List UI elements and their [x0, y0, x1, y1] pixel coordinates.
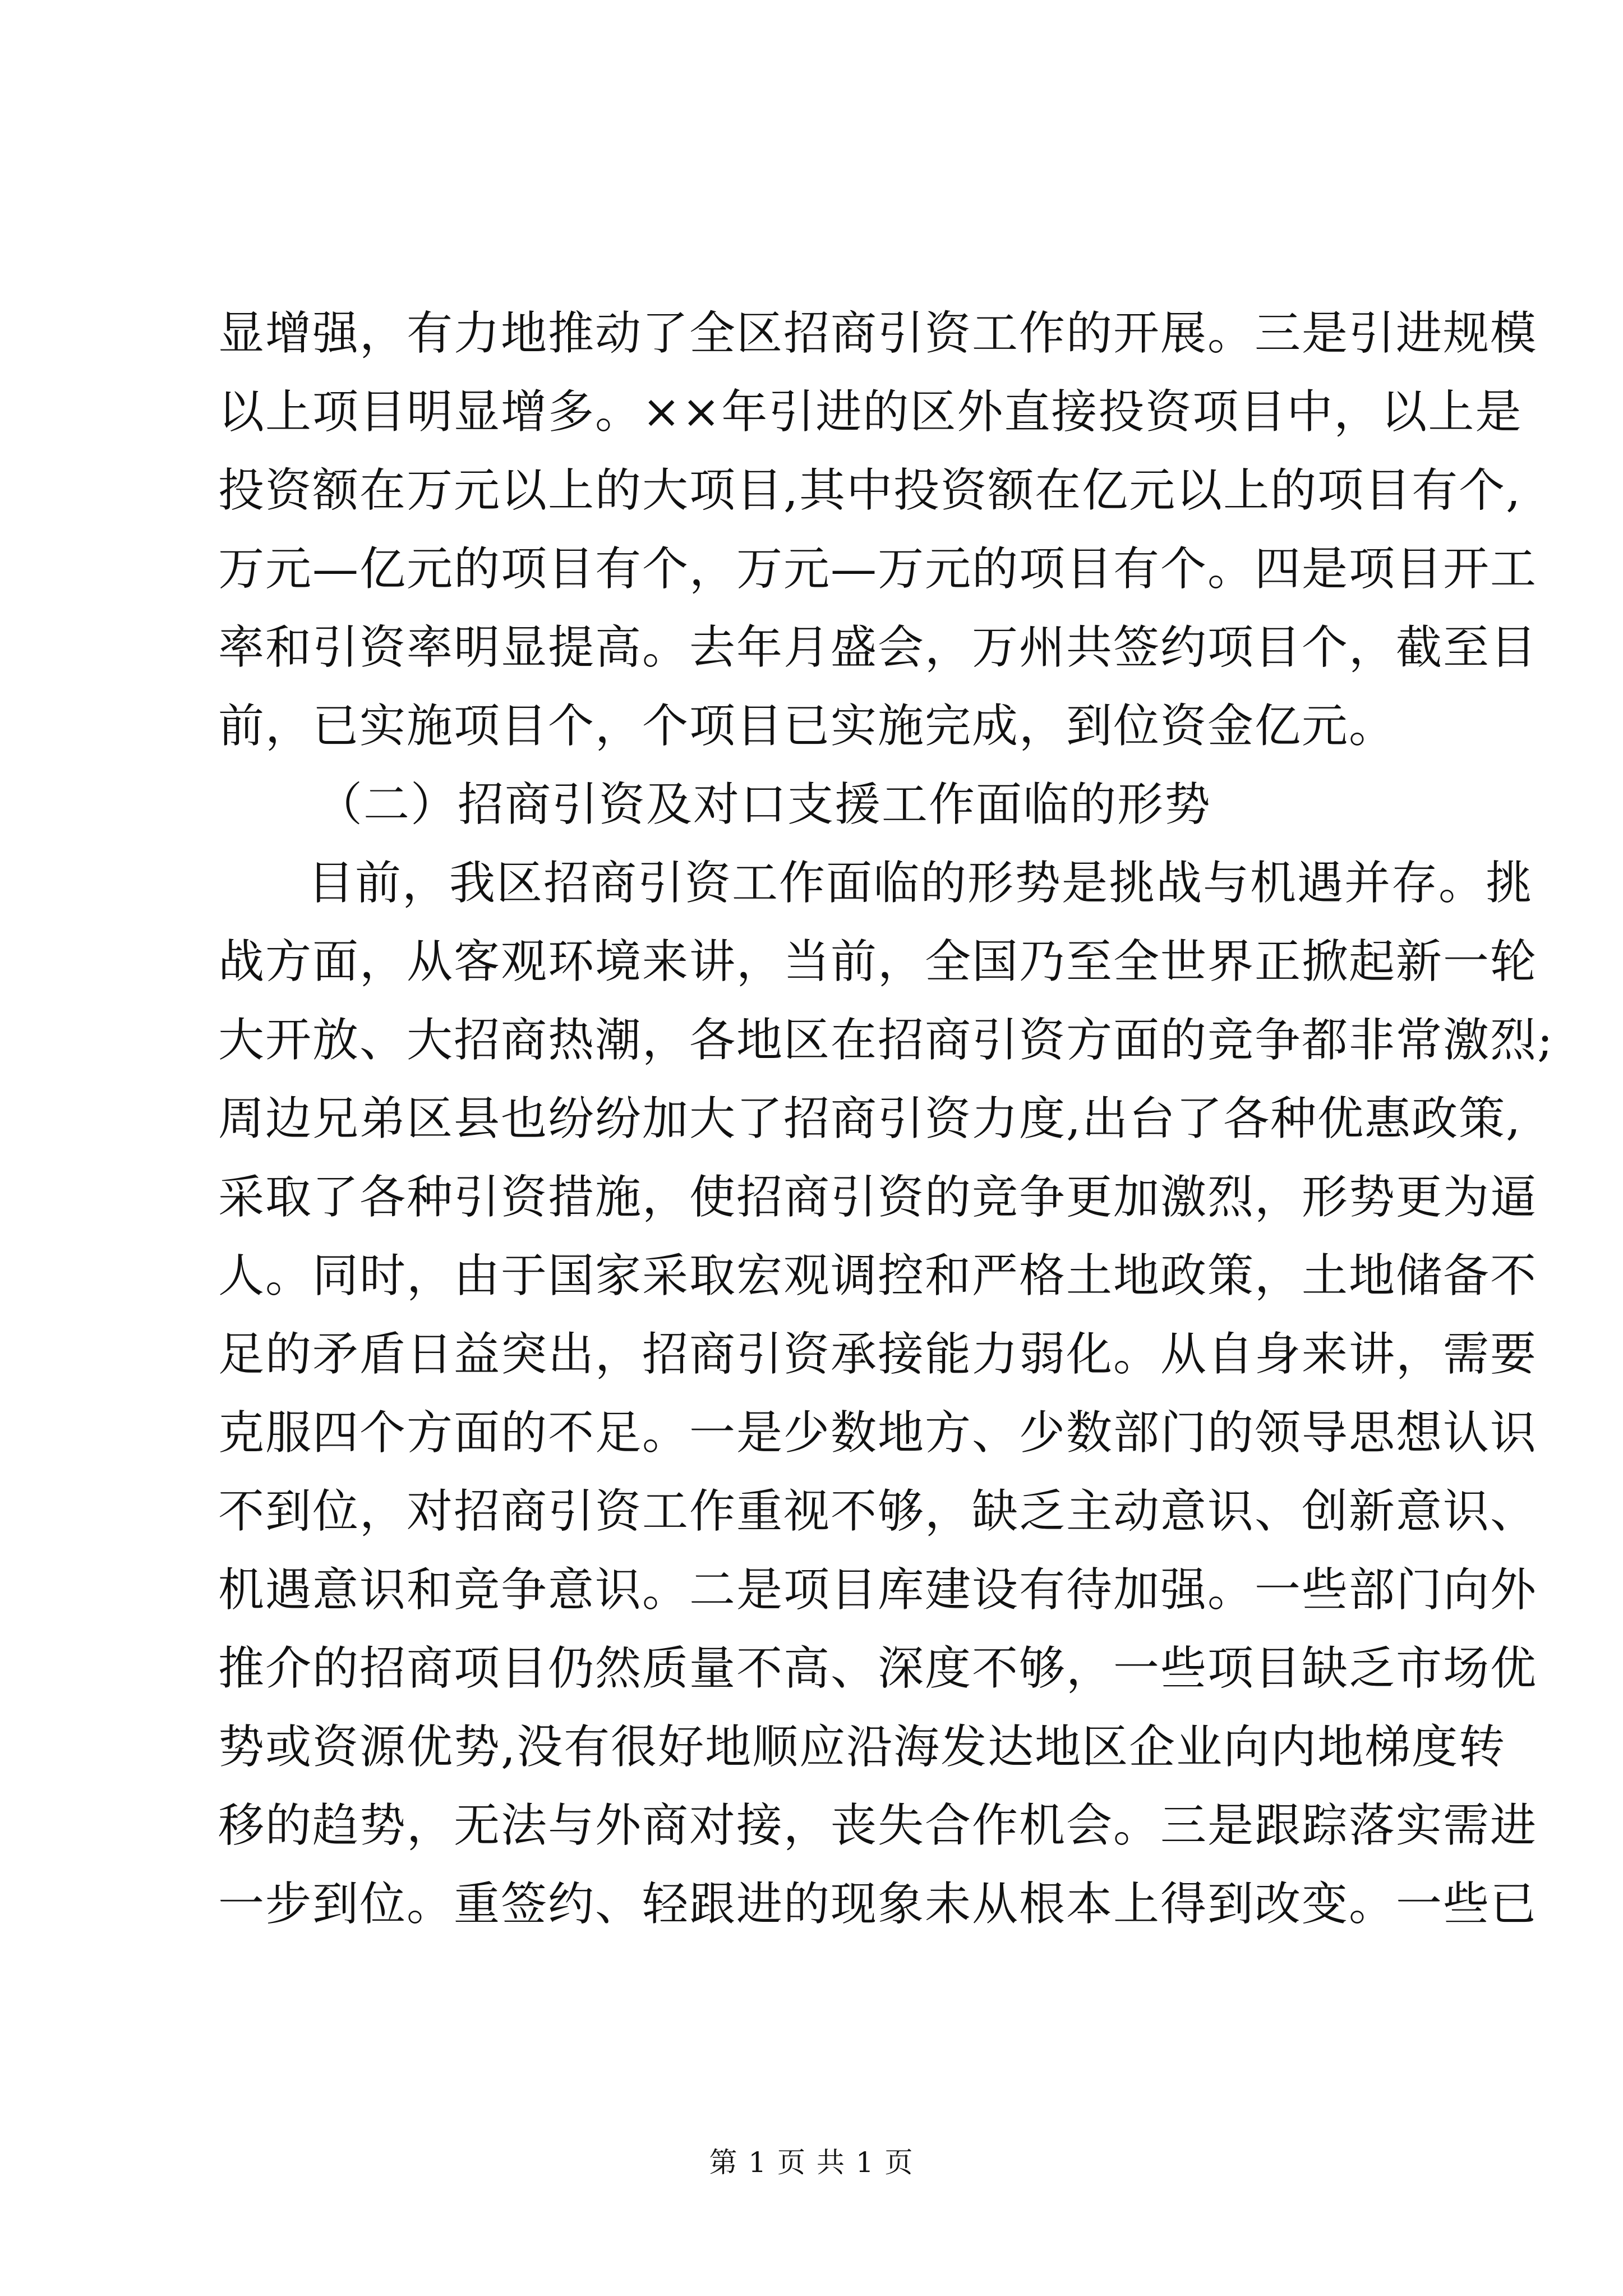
page-footer: 第 1 页 共 1 页	[709, 2146, 914, 2179]
text-line-9: 战方面，从客观环境来讲，当前，全国乃至全世界正掀起新一轮	[218, 935, 1538, 988]
text-line-13: 人。同时，由于国家采取宏观调控和严格土地政策，土地储备不	[218, 1249, 1538, 1303]
text-line-21: 一步到位。重签约、轻跟进的现象未从根本上得到改变。一些已	[218, 1878, 1538, 1931]
text-line-1: 显增强，有力地推动了全区招商引资工作的开展。三是引进规模	[218, 307, 1538, 360]
text-line-5: 率和引资率明显提高。去年月盛会，万州共签约项目个，截至目	[218, 621, 1538, 674]
text-line-10: 大开放、大招商热潮，各地区在招商引资方面的竞争都非常激烈;	[218, 1014, 1554, 1067]
text-line-19: 势或资源优势,没有很好地顺应沿海发达地区企业向内地梯度转	[218, 1720, 1506, 1774]
text-line-2: 以上项目明显增多。××年引进的区外直接投资项目中，以上是	[218, 385, 1523, 439]
text-line-3: 投资额在万元以上的大项目,其中投资额在亿元以上的项目有个,	[218, 464, 1522, 517]
text-line-20: 移的趋势，无法与外商对接，丧失合作机会。三是跟踪落实需进	[218, 1799, 1538, 1852]
text-line-4: 万元—亿元的项目有个，万元—万元的项目有个。四是项目开工	[218, 542, 1538, 596]
text-line-12: 采取了各种引资措施，使招商引资的竞争更加激烈，形势更为逼	[218, 1171, 1538, 1224]
text-line-6: 前，已实施项目个，个项目已实施完成，到位资金亿元。	[218, 700, 1396, 753]
text-line-8: 目前，我区招商引资工作面临的形势是挑战与机遇并存。挑	[308, 857, 1533, 910]
text-line-15: 克服四个方面的不足。一是少数地方、少数部门的领导思想认识	[218, 1406, 1538, 1460]
text-line-18: 推介的招商项目仍然质量不高、深度不够，一些项目缺乏市场优	[218, 1642, 1538, 1695]
text-line-17: 机遇意识和竞争意识。二是项目库建设有待加强。一些部门向外	[218, 1563, 1538, 1617]
text-line-14: 足的矛盾日益突出，招商引资承接能力弱化。从自身来讲，需要	[218, 1328, 1538, 1381]
text-line-11: 周边兄弟区县也纷纷加大了招商引资力度,出台了各种优惠政策,	[218, 1092, 1522, 1145]
section-heading: （二）招商引资及对口支援工作面临的形势	[316, 778, 1212, 831]
text-line-16: 不到位，对招商引资工作重视不够，缺乏主动意识、创新意识、	[218, 1485, 1538, 1538]
